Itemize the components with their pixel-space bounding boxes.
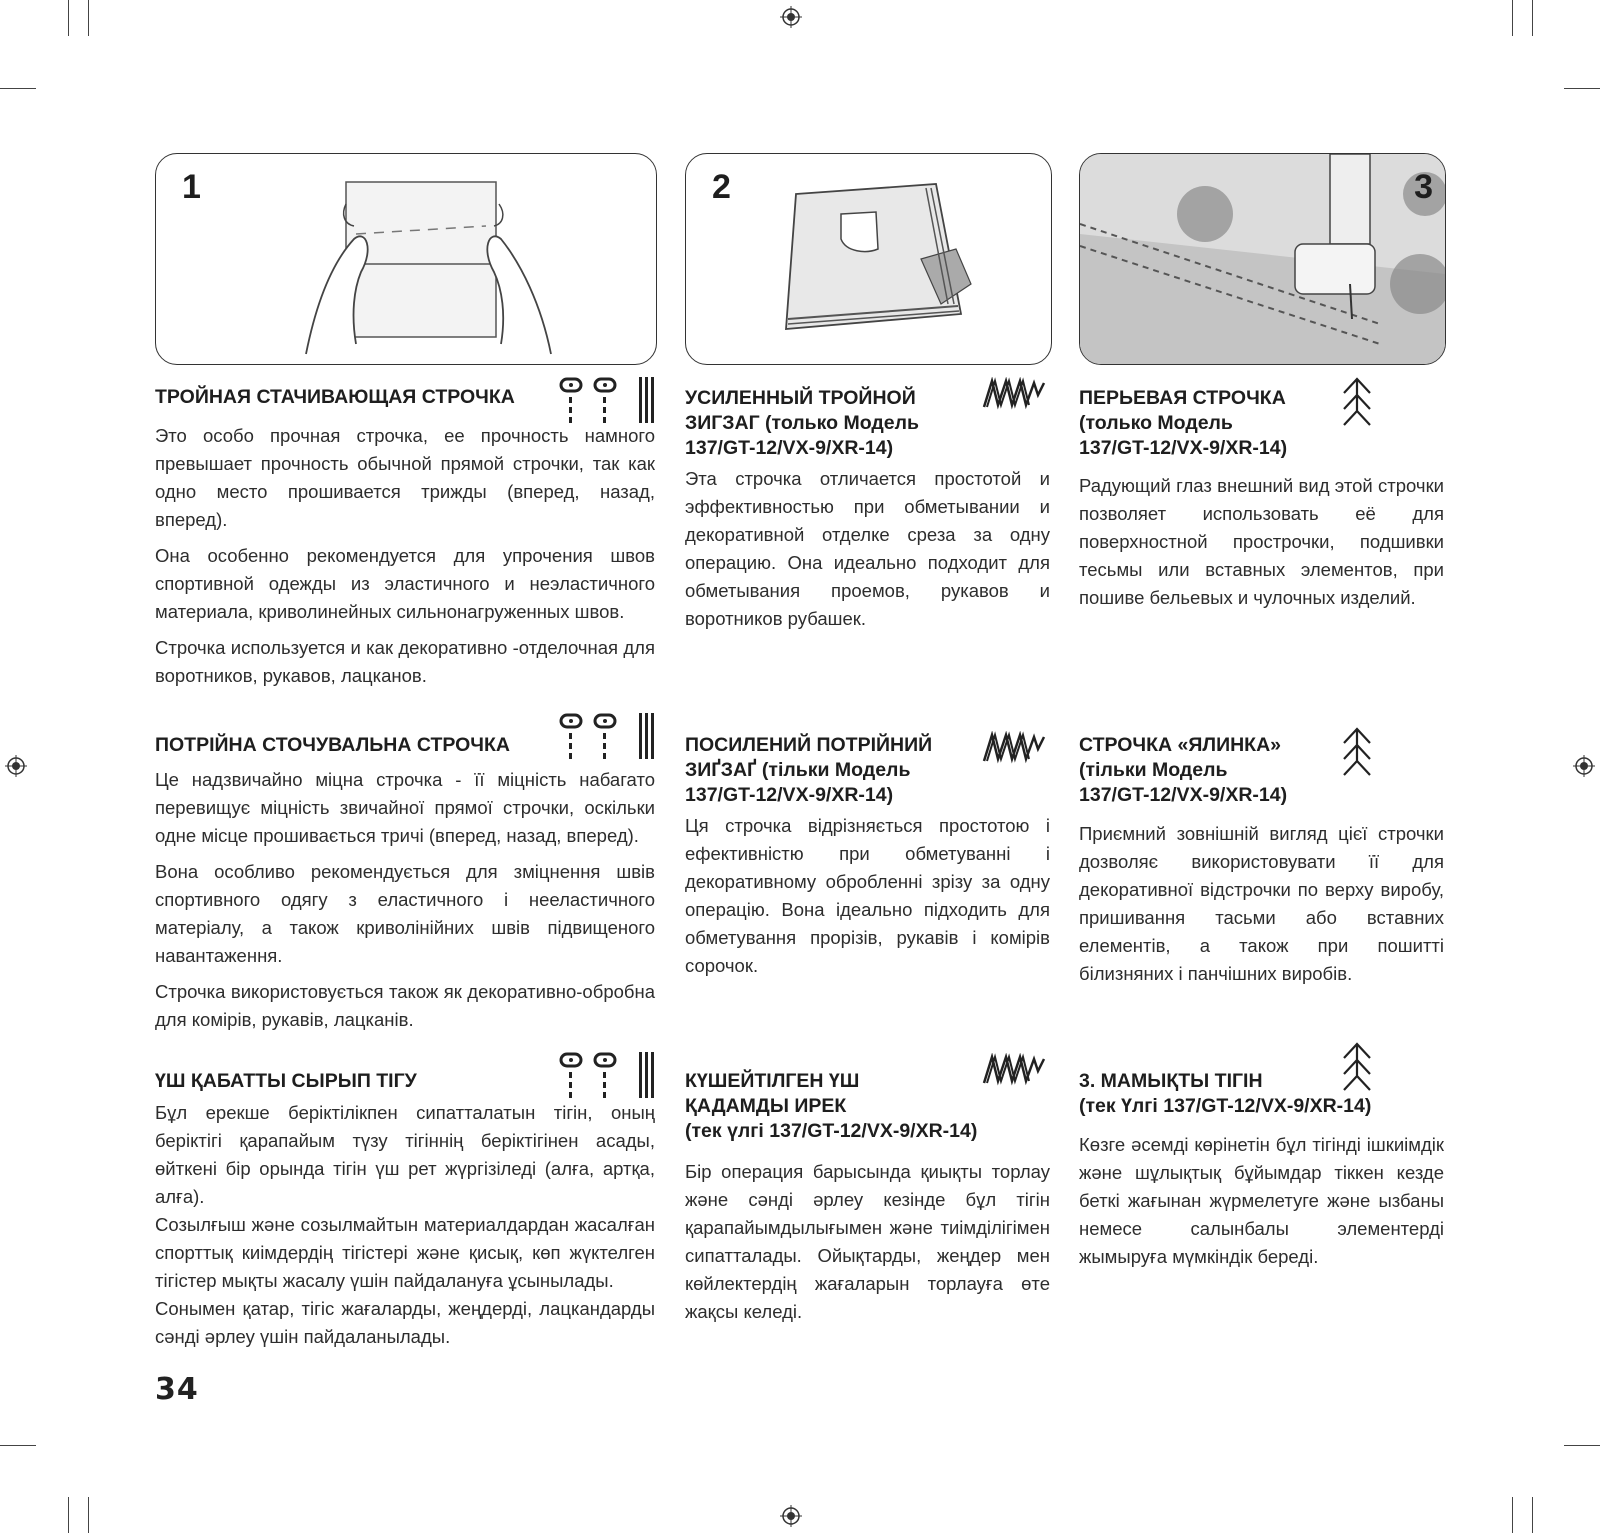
heading-line: ПОСИЛЕНИЙ ПОТРІЙНИЙ bbox=[685, 734, 933, 756]
section-heading: ПОТРІЙНА СТОЧУВАЛЬНА СТРОЧКА bbox=[155, 734, 510, 756]
presser-foot-sewing-illustration bbox=[1080, 154, 1445, 364]
section-body bbox=[155, 1099, 655, 1351]
paragraph: Көзге әсемді көрінетін бұл тігінді ішкиімдік және шұлықтық бұйымдар тіккен кезде беткі жағынан жүрмелетуге және ызбаны немесе салынбалы элементерді жымыруға мүмкіндік береді. bbox=[1079, 1134, 1444, 1267]
triple-zigzag-stitch-icon bbox=[980, 377, 1046, 411]
heading-line: ПЕРЬЕВАЯ СТРОЧКА bbox=[1079, 387, 1286, 409]
triple-zigzag-stitch-icon bbox=[980, 731, 1046, 765]
paragraph: Це надзвичайно міцна строчка - її міцність набагато перевищує міцність звичайної прямої строчки, оскільки одне місце прошивається тричі (вперед, назад, вперед). bbox=[155, 769, 655, 846]
feather-stitch-icon bbox=[1340, 725, 1374, 779]
registration-mark-icon bbox=[780, 6, 802, 28]
section-heading bbox=[1079, 386, 1359, 461]
paragraph: Строчка використовується також як декоративно-обробна для комірів, рукавів, лацканів. bbox=[155, 981, 655, 1030]
crop-mark bbox=[68, 1497, 69, 1533]
heading-line: ҚАДАМДЫ ИРЕК bbox=[685, 1095, 847, 1117]
paragraph: Созылғыш және созылмайтын материалдардан жасалған спорттық киімдердің тігістері және қисық, көп жүктелген тігістер мықты жасалу үшін пайдалануға ұсынылады. bbox=[155, 1214, 655, 1291]
heading-line: 137/GT-12/VX-9/XR-14) bbox=[1079, 784, 1288, 806]
crop-mark bbox=[88, 1497, 89, 1533]
triple-straight-stitch-icon bbox=[557, 713, 657, 765]
figure-1 bbox=[155, 153, 657, 365]
paragraph: Радующий глаз внешний вид этой строчки позволяет использовать её для поверхностной прострочки, подшивки тесьмы или вставных элементов, при пошиве бельевых и чулочных изделий. bbox=[1079, 475, 1444, 608]
heading-line: 137/GT-12/VX-9/XR-14) bbox=[685, 784, 894, 806]
heading-line: 137/GT-12/VX-9/XR-14) bbox=[685, 437, 894, 459]
heading-line: КҮШЕЙТІЛГЕН ҮШ bbox=[685, 1070, 860, 1092]
section-body bbox=[685, 812, 1050, 988]
crop-mark bbox=[1512, 0, 1513, 36]
heading-line: СТРОЧКА «ЯЛИНКА» bbox=[1079, 734, 1281, 756]
heading-line: (тек үлгі 137/GT-12/VX-9/XR-14) bbox=[685, 1120, 978, 1142]
heading-line: ЗИҐЗАҐ (тільки Модель bbox=[685, 759, 911, 781]
registration-mark-icon bbox=[1573, 755, 1595, 777]
crop-mark bbox=[1512, 1497, 1513, 1533]
figure-number: 2 bbox=[712, 168, 731, 206]
section-heading bbox=[1079, 733, 1359, 808]
crop-mark bbox=[0, 88, 36, 89]
feather-stitch-icon bbox=[1340, 375, 1374, 429]
heading-line: (тільки Модель bbox=[1079, 759, 1228, 781]
paragraph: Она особенно рекомендуется для упрочения швов спортивной одежды из эластичного и неэластичного материала, криволинейных сильнонагруженных швов. bbox=[155, 545, 655, 622]
section-body bbox=[155, 766, 655, 1042]
section-heading: ҮШ ҚАБАТТЫ СЫРЫП ТІГУ bbox=[155, 1070, 417, 1092]
registration-mark-icon bbox=[5, 755, 27, 777]
crop-mark bbox=[1532, 0, 1533, 36]
paragraph: Бір операция барысында қиықты торлау және сәнді әрлеу кезінде бұл тігін қарапайымдылығымен және тиімділігімен сипатталады. Ойықтарды, жеңдер мен көйлектердің жағаларын торлауға өте жақсы келеді. bbox=[685, 1161, 1050, 1322]
heading-line: (только Модель bbox=[1079, 412, 1233, 434]
section-heading bbox=[1079, 1069, 1444, 1119]
crop-mark bbox=[88, 0, 89, 36]
section-body bbox=[155, 422, 655, 698]
crop-mark bbox=[0, 1445, 36, 1446]
figure-number: 3 bbox=[1414, 168, 1433, 206]
section-body bbox=[1079, 1131, 1444, 1279]
figure-3 bbox=[1079, 153, 1446, 365]
heading-line: ЗИГЗАГ (только Модель bbox=[685, 412, 919, 434]
page-number: 34 bbox=[155, 1372, 199, 1407]
section-heading bbox=[685, 386, 985, 461]
paragraph: Приємний зовнішній вигляд цієї строчки дозволяє використовувати її для декоративної відстрочки по верху виробу, пришивання тасьми або вставних елементів, а також при пошитті білизняних і панчішних виробів. bbox=[1079, 823, 1444, 984]
paragraph: Эта строчка отличается простотой и эффективностью при обметывании и декоративной отделке среза за одну операцию. Она идеально подходит для обметывания проемов, рукавов и воротников рубашек. bbox=[685, 468, 1050, 629]
triple-straight-stitch-icon bbox=[557, 1052, 657, 1104]
triple-zigzag-stitch-icon bbox=[980, 1053, 1046, 1087]
folded-shirt-illustration bbox=[686, 154, 1051, 364]
hands-holding-fabric-illustration bbox=[156, 154, 656, 364]
figure-2 bbox=[685, 153, 1052, 365]
section-body bbox=[1079, 472, 1444, 620]
crop-mark bbox=[1564, 1445, 1600, 1446]
section-body bbox=[685, 1158, 1050, 1334]
paragraph: Вона особливо рекомендується для зміцнення швів спортивного одягу з еластичного і нееластичного матеріалу, а також криволінійних швів підвищеного навантаження. bbox=[155, 861, 655, 966]
heading-line: УСИЛЕННЫЙ ТРОЙНОЙ bbox=[685, 387, 916, 409]
crop-mark bbox=[68, 0, 69, 36]
paragraph: Строчка используется и как декоративно -отделочная для воротников, рукавов, лацканов. bbox=[155, 637, 655, 686]
paragraph: Бұл ерекше беріктілікпен сипатталатын тігін, оның беріктігі қарапайым түзу тігіннің беріктігінен асады, өйткені бір орында тігін үш рет жүргізіледі (алға, артқа, алға). bbox=[155, 1102, 655, 1207]
heading-line: (тек Үлгі 137/GT-12/VX-9/XR-14) bbox=[1079, 1095, 1372, 1117]
heading-line: 3. МАМЫҚТЫ ТІГІН bbox=[1079, 1070, 1263, 1092]
figure-number: 1 bbox=[182, 168, 201, 206]
heading-line: 137/GT-12/VX-9/XR-14) bbox=[1079, 437, 1288, 459]
paragraph: Сонымен қатар, тігіс жағаларды, жеңдерді, лацкандарды сәнді әрлеу үшін пайдаланылады. bbox=[155, 1298, 655, 1347]
feather-stitch-icon bbox=[1340, 1040, 1374, 1094]
section-heading bbox=[685, 733, 985, 808]
crop-mark bbox=[1532, 1497, 1533, 1533]
section-body bbox=[685, 465, 1050, 641]
paragraph: Ця строчка відрізняється простотою і ефективністю при обметуванні і декоративному обробленні зрізу за одну операцію. Вона ідеально підходить для обметування прорізів, рукавів і комірів сорочок. bbox=[685, 815, 1050, 976]
paragraph: Это особо прочная строчка, ее прочность намного превышает прочность обычной прямой строчки, так как одно место прошивается трижды (вперед, назад, вперед). bbox=[155, 425, 655, 530]
section-heading: ТРОЙНАЯ СТАЧИВАЮЩАЯ СТРОЧКА bbox=[155, 386, 515, 408]
crop-mark bbox=[1564, 88, 1600, 89]
section-body bbox=[1079, 820, 1444, 996]
registration-mark-icon bbox=[780, 1505, 802, 1527]
